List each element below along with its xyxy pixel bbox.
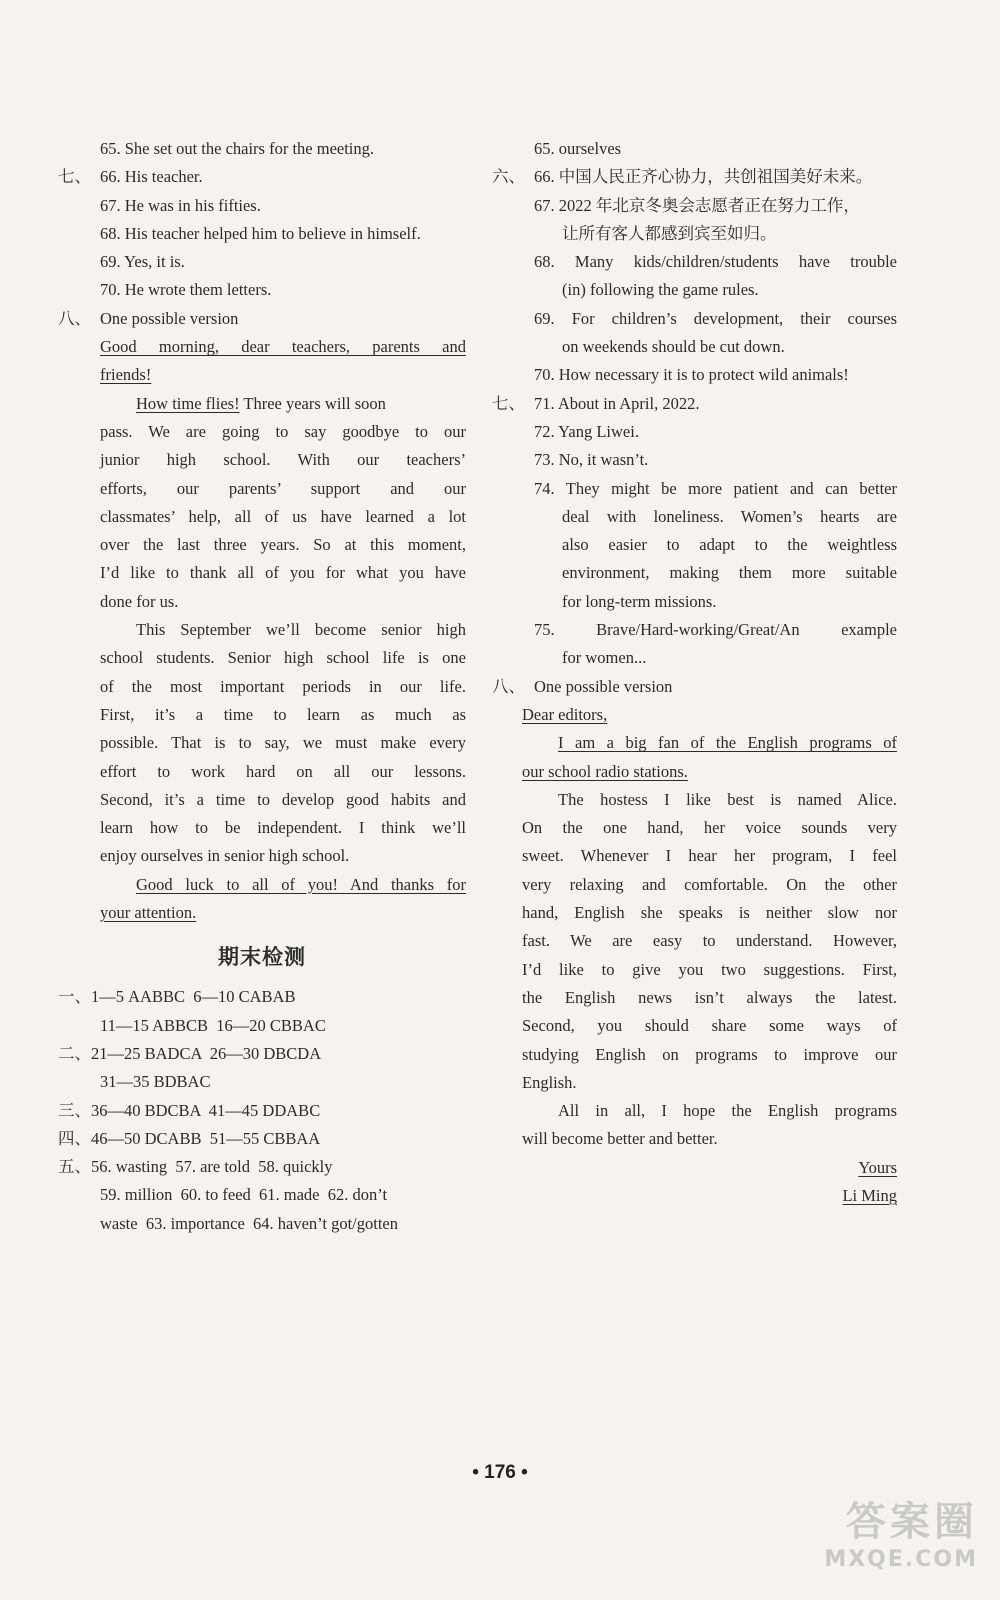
letter-line — [492, 842, 897, 870]
answer-line — [492, 163, 897, 191]
essay-text: effort to work hard on all our lessons. — [100, 761, 466, 781]
answer-text: environment, making them more suitable — [562, 563, 897, 583]
essay-line — [58, 899, 466, 927]
essay-opening: How time flies! — [136, 393, 240, 413]
answer-key-line — [58, 1125, 466, 1153]
letter-text: All in all, I hope the English programs — [558, 1101, 897, 1121]
answer-line — [492, 475, 897, 503]
letter-line — [492, 701, 897, 729]
essay-line — [58, 418, 466, 446]
essay-line — [58, 531, 466, 559]
letter-text: On the one hand, her voice sounds very — [522, 818, 897, 838]
section-marker: 八、 — [58, 308, 91, 328]
letter-text: The hostess I like best is named Alice. — [558, 789, 897, 809]
answer-line — [492, 192, 897, 220]
answer-text: deal with loneliness. Women’s hearts are — [562, 506, 897, 526]
answer-line — [58, 276, 466, 304]
answer-line — [492, 333, 897, 361]
answer-text: 让所有客人都感到宾至如归。 — [562, 223, 777, 243]
letter-opening: I am a big fan of the English programs of — [558, 733, 897, 753]
essay-text: learn how to be independent. I think we’ll — [100, 818, 466, 838]
answer-text: (in) following the game rules. — [562, 280, 759, 300]
answer-line — [492, 276, 897, 304]
letter-text: very relaxing and comfortable. On the other — [522, 874, 897, 894]
watermark-url: MXQE.COM — [824, 1547, 978, 1572]
answer-key-line — [58, 1097, 466, 1125]
answer-line — [492, 559, 897, 587]
letter-line — [492, 871, 897, 899]
answer-text: for women... — [562, 648, 647, 668]
answer-key-line — [58, 983, 466, 1011]
answer-line — [492, 135, 897, 163]
answer-line — [492, 644, 897, 672]
essay-text: pass. We are going to say goodbye to our — [100, 421, 466, 441]
answer-key-line — [58, 1153, 466, 1181]
letter-line — [492, 1154, 897, 1182]
essay-closing: Good luck to all of you! And thanks for — [136, 874, 466, 894]
section-marker: 七、 — [492, 393, 525, 413]
letter-line — [492, 1182, 897, 1210]
answer-key-text: 31—35 BDBAC — [100, 1072, 211, 1092]
essay-line — [58, 588, 466, 616]
section-marker: 七、 — [58, 167, 91, 187]
essay-line — [58, 673, 466, 701]
essay-closing: your attention. — [100, 903, 197, 923]
letter-line — [492, 758, 897, 786]
essay-text: of the most important periods in our life. — [100, 676, 466, 696]
section-title: 期末检测 — [218, 945, 306, 970]
answer-line — [492, 531, 897, 559]
section-marker: 八、 — [492, 676, 525, 696]
page-number: • 176 • — [472, 1462, 528, 1483]
essay-line — [58, 616, 466, 644]
answer-line — [58, 305, 466, 333]
essay-line — [58, 446, 466, 474]
answer-key-text: 五、56. wasting 57. are told 58. quickly — [58, 1157, 333, 1177]
answer-line — [492, 616, 897, 644]
essay-line — [58, 842, 466, 870]
answer-text: 66. His teacher. — [100, 167, 203, 187]
letter-text: the English news isn’t always the latest. — [522, 987, 897, 1007]
letter-line — [492, 1097, 897, 1125]
essay-text: school students. Senior high school life is one — [100, 648, 466, 668]
answer-key-text: 一、1—5 AABBC 6—10 CABAB — [58, 987, 296, 1007]
answer-text: 67. 2022 年北京冬奥会志愿者正在努力工作， — [534, 195, 860, 215]
essay-greeting: Good morning, dear teachers, parents and — [100, 337, 466, 357]
essay-line — [58, 871, 466, 899]
answer-text: 69. For children’s development, their courses — [534, 308, 897, 328]
answer-key-text: waste 63. importance 64. haven’t got/gotten — [100, 1213, 398, 1233]
answer-key-text: 11—15 ABBCB 16—20 CBBAC — [100, 1015, 326, 1035]
answer-text: 72. Yang Liwei. — [534, 421, 639, 441]
answer-text: 65. ourselves — [534, 139, 622, 158]
answer-text: 68. Many kids/children/students have trouble — [534, 252, 897, 272]
letter-text: fast. We are easy to understand. However, — [522, 931, 897, 951]
answer-key-line — [58, 1040, 466, 1068]
answer-key-text: 59. million 60. to feed 61. made 62. don’t — [100, 1185, 388, 1205]
answer-key-text: 三、36—40 BDCBA 41—45 DDABC — [58, 1100, 321, 1120]
essay-line — [58, 390, 466, 418]
letter-line — [492, 899, 897, 927]
answer-text: 68. His teacher helped him to believe in himself. — [100, 223, 421, 243]
essay-line — [58, 333, 466, 361]
answer-text: 69. Yes, it is. — [100, 252, 185, 272]
answer-text: 73. No, it wasn’t. — [534, 450, 649, 470]
answer-line — [492, 220, 897, 248]
answer-key-line — [58, 1068, 466, 1096]
answer-key-text: 四、46—50 DCABB 51—55 CBBAA — [58, 1128, 321, 1148]
letter-text: English. — [522, 1072, 577, 1092]
letter-line — [492, 956, 897, 984]
answer-line — [58, 192, 466, 220]
answer-key-line — [58, 1181, 466, 1209]
essay-text: junior high school. With our teachers’ — [100, 450, 466, 470]
essay-text: efforts, our parents’ support and our — [100, 478, 466, 498]
essay-text: classmates’ help, all of us have learned a lot — [100, 506, 466, 526]
essay-text: enjoy ourselves in senior high school. — [100, 846, 350, 866]
answer-text: 65. She set out the chairs for the meeting. — [100, 139, 375, 158]
right-column — [492, 135, 897, 1210]
letter-line — [492, 1041, 897, 1069]
essay-text: done for us. — [100, 591, 179, 611]
letter-text: will become better and better. — [522, 1129, 718, 1149]
answer-line — [492, 390, 897, 418]
section-marker: 六、 — [492, 167, 525, 187]
answer-text: 71. About in April, 2022. — [534, 393, 700, 413]
answer-key-text: 二、21—25 BADCA 26—30 DBCDA — [58, 1043, 322, 1063]
essay-text: possible. That is to say, we must make every — [100, 733, 466, 753]
essay-line — [58, 758, 466, 786]
answer-line — [492, 361, 897, 389]
letter-signoff: Yours — [858, 1157, 897, 1177]
letter-line — [492, 1125, 897, 1153]
answer-key-line — [58, 1012, 466, 1040]
answer-line — [492, 248, 897, 276]
answer-line — [58, 220, 466, 248]
watermark-logo — [824, 1490, 978, 1572]
essay-text: Three years will soon — [239, 393, 386, 413]
essay-greeting: friends! — [100, 365, 152, 385]
letter-line — [492, 814, 897, 842]
essay-text: This September we’ll become senior high — [136, 620, 466, 640]
answer-text: One possible version — [534, 676, 673, 696]
letter-text: hand, English she speaks is neither slow nor — [522, 903, 897, 923]
answer-text: for long-term missions. — [562, 591, 717, 611]
answer-line — [58, 135, 466, 163]
watermark-text: 答案圈 — [846, 1499, 978, 1545]
answer-line — [492, 588, 897, 616]
letter-line — [492, 1069, 897, 1097]
answer-text: 66. 中国人民正齐心协力，共创祖国美好未来。 — [534, 167, 873, 187]
answer-line — [492, 305, 897, 333]
essay-text: Second, it’s a time to develop good habits and — [100, 789, 466, 809]
answer-text: also easier to adapt to the weightless — [562, 535, 897, 555]
letter-opening: our school radio stations. — [522, 761, 688, 781]
essay-line — [58, 361, 466, 389]
letter-text: Second, you should share some ways of — [522, 1016, 897, 1036]
essay-line — [58, 814, 466, 842]
letter-line — [492, 984, 897, 1012]
essay-line — [58, 559, 466, 587]
letter-line — [492, 786, 897, 814]
essay-text: I’d like to thank all of you for what you have — [100, 563, 466, 583]
answer-text: 75. Brave/Hard-working/Great/An example — [534, 620, 897, 640]
answer-line — [492, 446, 897, 474]
essay-text: First, it’s a time to learn as much as — [100, 704, 466, 724]
answer-line — [58, 248, 466, 276]
answer-line — [492, 673, 897, 701]
letter-signature: Li Ming — [842, 1185, 897, 1205]
essay-line — [58, 786, 466, 814]
answer-text: on weekends should be cut down. — [562, 337, 785, 357]
letter-line — [492, 729, 897, 757]
essay-line — [58, 729, 466, 757]
letter-text: studying English on programs to improve our — [522, 1044, 897, 1064]
answer-key-line — [58, 1210, 466, 1238]
essay-line — [58, 644, 466, 672]
letter-line — [492, 1012, 897, 1040]
answer-text: One possible version — [100, 308, 239, 328]
essay-text: over the last three years. So at this moment, — [100, 535, 466, 555]
answer-line — [492, 503, 897, 531]
letter-salutation: Dear editors, — [522, 704, 608, 724]
essay-line — [58, 503, 466, 531]
essay-line — [58, 701, 466, 729]
letter-text: sweet. Whenever I hear her program, I feel — [522, 846, 897, 866]
answer-line — [492, 418, 897, 446]
answer-text: 74. They might be more patient and can better — [534, 478, 897, 498]
left-column — [58, 135, 466, 1238]
answer-line — [58, 163, 466, 191]
answer-text: 70. He wrote them letters. — [100, 280, 272, 300]
letter-line — [492, 927, 897, 955]
answer-text: 70. How necessary it is to protect wild animals! — [534, 365, 849, 385]
letter-text: I’d like to give you two suggestions. First, — [522, 959, 897, 979]
answer-text: 67. He was in his fifties. — [100, 195, 261, 215]
essay-line — [58, 475, 466, 503]
